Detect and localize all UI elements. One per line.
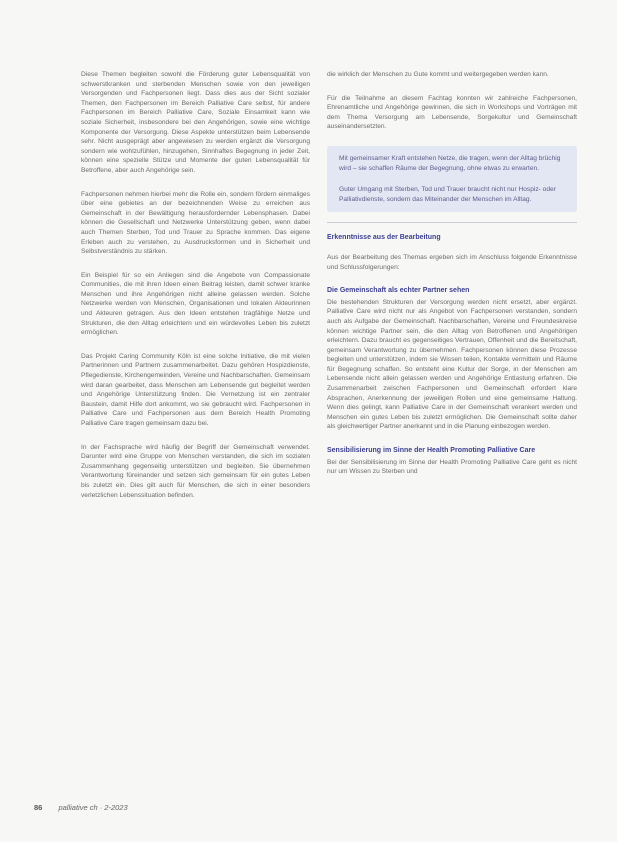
paragraph: Diese Themen begleiten sowohl die Förderung guter Lebensqualität von schwerstkranken und sterbenden Menschen sowie von den jeweiligen Versorgenden und Fachpersonen liegt. Dass dies aus der Sicht sozialer Themen, den Fachpersonen im Bereich Palliative Care selbst, für andere Fachpersonen im Bereich Palliative Care, Soziale Einsamkeit kann wie soziale Sicherheit, insbesondere bei den Angehörigen, sowie eine wichtige Komponente der Versorgung. Diese Aspekte unterstützen beim Lebensende sehr. Nicht ausgeprägt aber angewiesen zu werden ergänzt die Versorgung sondern wie wohlzufühlen, hinzugehen, Sinnhaftes Begegnung in jeder Zeit, können eine spezielle Stütze und Momente der guten Lebensqualität für Betroffene, aber auch Angehörige sein. (81, 71, 310, 174)
right-column (327, 70, 577, 491)
paragraph: Ein Beispiel für so ein Anliegen sind die Angebote von Compassionate Communities, die mit ihren Ideen einen Beitrag leisten, damit schwer kranke Menschen und ihre Angehörigen nicht alleine gelassen werden. Solche Netzwerke werden von Menschen, Organisationen und lokalen Akteurinnen und Akteuren getragen. Aus den Ideen entstehen tragfähige Netze und Strukturen, die den Alltag erleichtern und ein würdevolles Leben bis zuletzt ermöglichen. (81, 271, 310, 337)
quote-box (327, 146, 577, 212)
paragraph: Aus der Bearbeitung des Themas ergeben sich im Anschluss folgende Erkenntnisse und Schlussfolgerungen: (327, 253, 577, 271)
subsection-title: Die Gemeinschaft als echter Partner sehen (327, 287, 470, 295)
page-footer (34, 803, 128, 812)
paragraph: Für die Teilnahme an diesem Fachtag konnten wir zahlreiche Fachpersonen, Ehrenamtliche und Angehörige gewinnen, die sich in Workshops und Vorträgen mit dem Thema Versorgung am Lebensende, Sorgekultur und Gemeinschaft auseinandersetzten. (327, 94, 577, 131)
paragraph: die wirklich der Menschen zu Gute kommt und weitergegeben werden kann. (327, 71, 549, 78)
pull-quote: Guter Umgang mit Sterben, Tod und Trauer braucht nicht nur Hospiz- oder Palliativdienste, sondern das Miteinander der Menschen im Alltag. (339, 186, 556, 203)
paragraph: Bei der Sensibilisierung im Sinne der Health Promoting Palliative Care geht es nicht nur um Wissen zu Sterben und (327, 458, 577, 476)
magazine-name: palliative ch · 2-2023 (58, 803, 128, 812)
paragraph: Fachpersonen nehmen hierbei mehr die Rolle ein, sondern fördern einmaliges über eine gebietes an der bezeichnenden Weise zu erreichen aus Gemeinschaft in der Bewältigung herausfordernder Lebensphasen. Dabei können die Gesellschaft und Netzwerke Unterstützung geben, wenn dabei auch Themen Sterben, Tod und Trauer zu Sprache kommen. Das eigene Erleben auch zu verstehen, zu Ausdrucksformen und in Sicherheit und Selbstverständnis zu stärken. (81, 190, 310, 256)
page-number: 86 (34, 803, 43, 812)
subsection-title: Sensibilisierung im Sinne der Health Promoting Palliative Care (327, 447, 536, 455)
paragraph: Die bestehenden Strukturen der Versorgung werden nicht ersetzt, aber ergänzt. Palliative Care wird nicht nur als Angebot von Fachpersonen verstanden, sondern auch als Aufgabe der Gemeinschaft. Nachbarschaften, Vereine und Freundeskreise können wichtige Partner sein, die den Alltag von Betroffenen und Angehörigen erleichtern. Dazu braucht es gegenseitiges Vertrauen, Offenheit und die Bereitschaft, gemeinsam Verantwortung zu übernehmen. Fachpersonen können diese Prozesse begleiten und unterstützen, indem sie Wissen teilen, Kontakte vermitteln und Räume für Begegnung schaffen. So entsteht eine Kultur der Sorge, in der Menschen am Lebensende nicht allein gelassen werden und Angehörige Entlastung erfahren. Die Zusammenarbeit zwischen Fachpersonen und Gemeinschaft erfordert klare Absprachen, Anerkennung der jeweiligen Rollen und eine gemeinsame Haltung. Wenn dies gelingt, kann Palliative Care in der Gemeinschaft verankert werden und Menschen ein gutes Leben bis zuletzt ermöglichen. Die Gemeinschaft sollte daher als gleichwertiger Partner anerkannt und in die Planung einbezogen werden. (327, 298, 577, 431)
section-title: Erkenntnisse aus der Bearbeitung (327, 234, 441, 242)
paragraph: In der Fachsprache wird häufig der Begriff der Gemeinschaft verwendet. Darunter wird eine Gruppe von Menschen verstanden, die sich im sozialen Zusammenhang gegenseitig unterstützen und begleiten. Sie übernehmen Verantwortung füreinander und setzen sich gemeinsam für ein gutes Leben bis zuletzt ein. Dies gilt auch für Menschen, die sich in einer besonders verletzlichen Lebenssituation befinden. (81, 443, 310, 499)
paragraph: Das Projekt Caring Community Köln ist eine solche Initiative, die mit vielen Partnerinnen und Partnern zusammenarbeitet. Dazu gehören Hospizdienste, Pflegedienste, Kirchengemeinden, Vereine und Nachbarschaften. Gemeinsam wird daran gearbeitet, dass Menschen am Lebensende gut begleitet werden und Angehörige Unterstützung finden. Die Vernetzung ist ein zentraler Baustein, damit Hilfe dort ankommt, wo sie gebraucht wird. Fachpersonen in Palliative Care und Fachpersonen aus dem Bereich Health Promoting Palliative Care tragen gemeinsam dazu bei. (81, 352, 310, 427)
section-divider (327, 222, 577, 223)
pull-quote: Mit gemeinsamer Kraft entstehen Netze, die tragen, wenn der Alltag brüchig wird – sie schaffen Räume der Begegnung, ohne etwas zu erwarten. (339, 154, 561, 172)
left-column (81, 70, 310, 514)
